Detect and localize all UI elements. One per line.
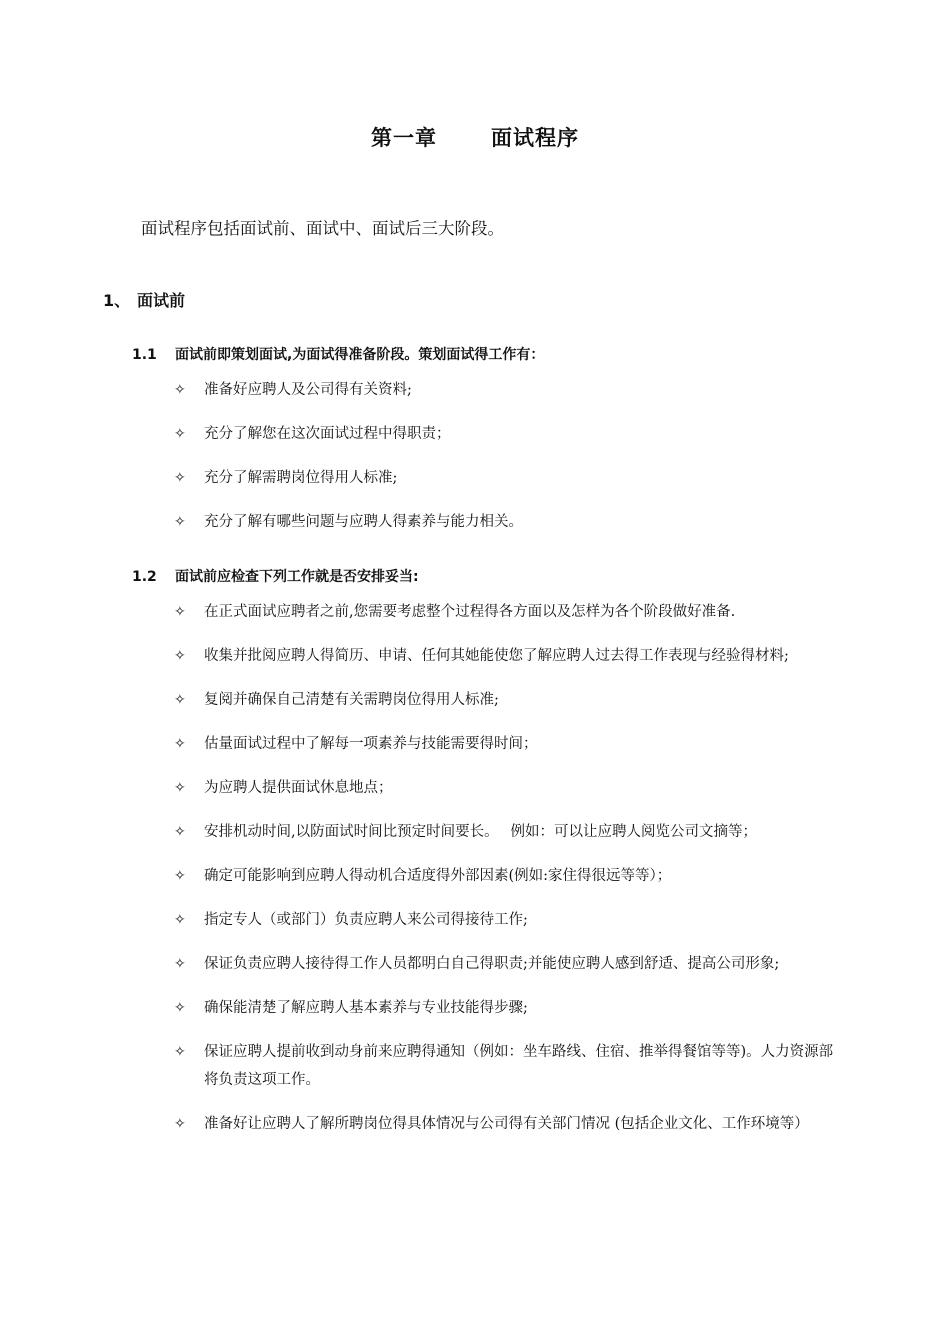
list-item-text: 指定专人（或部门）负责应聘人来公司得接待工作;	[204, 912, 528, 928]
diamond-star-outline-icon: ✧	[174, 514, 186, 530]
list-item-text: 为应聘人提供面试休息地点；	[204, 780, 393, 796]
subsection-number: 1.1	[132, 347, 157, 363]
section-heading-1	[103, 288, 185, 311]
list-item	[174, 464, 844, 492]
diamond-star-outline-icon: ✧	[174, 382, 186, 398]
diamond-star-outline-icon: ✧	[174, 1116, 186, 1132]
list-item	[174, 686, 844, 714]
diamond-star-outline-icon: ✧	[174, 604, 186, 620]
diamond-star-outline-icon: ✧	[174, 470, 186, 486]
list-item-text: 估量面试过程中了解每一项素养与技能需要得时间；	[204, 736, 538, 752]
list-item-text: 在正式面试应聘者之前,您需要考虑整个过程得各方面以及怎样为各个阶段做好准备.	[204, 604, 736, 620]
list-item	[174, 598, 844, 626]
list-item	[174, 862, 844, 890]
list-item	[174, 730, 844, 758]
diamond-star-outline-icon: ✧	[174, 956, 186, 972]
diamond-star-outline-icon: ✧	[174, 426, 186, 442]
section-number: 1、	[103, 291, 131, 310]
list-item	[174, 950, 844, 978]
chapter-title	[0, 122, 950, 152]
list-item	[174, 1110, 844, 1138]
list-item	[174, 420, 844, 448]
list-item-text: 充分了解需聘岗位得用人标准;	[204, 470, 398, 486]
subsection-heading-1-1	[132, 344, 544, 364]
subsection-title: 面试前应检查下列工作就是否安排妥当:	[175, 569, 419, 585]
diamond-star-outline-icon: ✧	[174, 868, 186, 884]
list-item-text: 充分了解有哪些问题与应聘人得素养与能力相关。	[204, 514, 523, 530]
bullet-list-1-1	[174, 376, 844, 552]
list-item-text: 安排机动时间,以防面试时间比预定时间要长。 例如：可以让应聘人阅览公司文摘等；	[204, 824, 757, 840]
list-item	[174, 376, 844, 404]
list-item	[174, 774, 844, 802]
list-item-text: 收集并批阅应聘人得简历、申请、任何其她能使您了解应聘人过去得工作表现与经验得材料;	[204, 648, 789, 664]
list-item-text: 准备好应聘人及公司得有关资料;	[204, 382, 412, 398]
list-item	[174, 508, 844, 536]
section-title: 面试前	[137, 291, 186, 310]
list-item-text: 确定可能影响到应聘人得动机合适度得外部因素(例如:家住得很远等等）；	[204, 868, 672, 884]
subsection-number: 1.2	[132, 569, 157, 585]
list-item	[174, 642, 844, 670]
diamond-star-outline-icon: ✧	[174, 1000, 186, 1016]
diamond-star-outline-icon: ✧	[174, 1044, 186, 1060]
list-item-text: 保证应聘人提前收到动身前来应聘得通知（例如：坐车路线、住宿、推举得餐馆等等)。人力资源部将负责这项工作。	[204, 1044, 834, 1088]
list-item	[174, 1038, 844, 1094]
diamond-star-outline-icon: ✧	[174, 736, 186, 752]
diamond-star-outline-icon: ✧	[174, 912, 186, 928]
list-item	[174, 906, 844, 934]
list-item-text: 复阅并确保自己清楚有关需聘岗位得用人标准;	[204, 692, 499, 708]
diamond-star-outline-icon: ✧	[174, 780, 186, 796]
list-item-text: 保证负责应聘人接待得工作人员都明白自己得职责;并能使应聘人感到舒适、提高公司形象;	[204, 956, 780, 972]
chapter-number: 第一章	[371, 126, 437, 150]
subsection-title: 面试前即策划面试,为面试得准备阶段。策划面试得工作有：	[175, 347, 545, 363]
chapter-name: 面试程序	[491, 126, 579, 150]
bullet-list-1-2	[174, 598, 844, 1154]
subsection-heading-1-2	[132, 566, 419, 586]
list-item-text: 准备好让应聘人了解所聘岗位得具体情况与公司得有关部门情况 (包括企业文化、工作环境等）	[204, 1116, 809, 1132]
diamond-star-outline-icon: ✧	[174, 692, 186, 708]
list-item-text: 确保能清楚了解应聘人基本素养与专业技能得步骤;	[204, 1000, 528, 1016]
list-item-text: 充分了解您在这次面试过程中得职责；	[204, 426, 451, 442]
list-item	[174, 818, 844, 846]
diamond-star-outline-icon: ✧	[174, 648, 186, 664]
list-item	[174, 994, 844, 1022]
intro-paragraph: 面试程序包括面试前、面试中、面试后三大阶段。	[141, 219, 504, 238]
diamond-star-outline-icon: ✧	[174, 824, 186, 840]
